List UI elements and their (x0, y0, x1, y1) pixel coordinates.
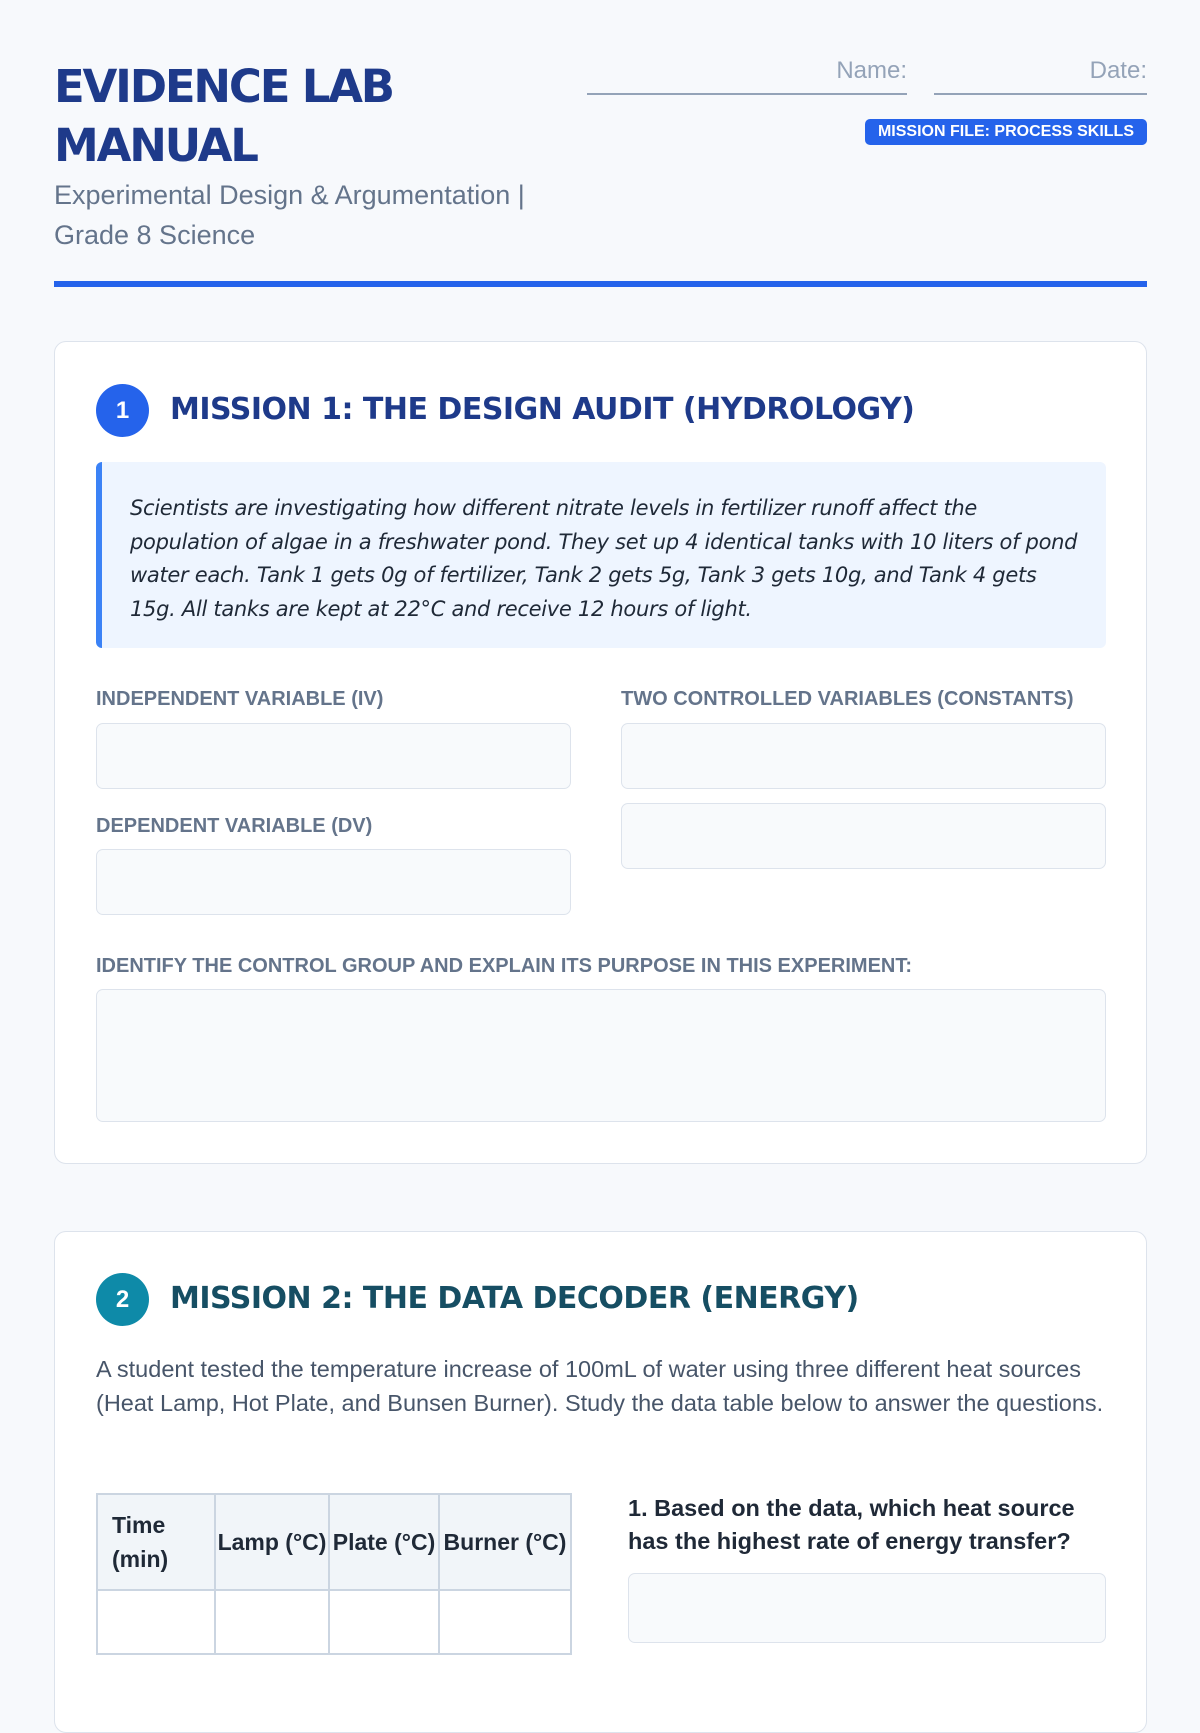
mission-2-card (54, 1231, 1147, 1733)
control-group-input[interactable] (96, 989, 1106, 1122)
page-subtitle: Experimental Design & Argumentation | Grade 8 Science (54, 180, 525, 250)
dependent-variable-label: DEPENDENT VARIABLE (DV) (96, 815, 373, 837)
mission-2-number-badge: 2 (96, 1273, 149, 1326)
mission-2-intro: A student tested the temperature increase of 100mL of water using three different heat sources (Heat Lamp, Hot Plate, and Bunsen Burner). Study the data table below to answer the questions. (96, 1356, 1104, 1416)
controlled-variable-2-input[interactable] (621, 803, 1106, 869)
date-label: Date: (1089, 57, 1147, 84)
date-field[interactable] (934, 55, 1147, 95)
mission-1-number-badge: 1 (96, 384, 149, 437)
table-header-plate: Plate (°C) (329, 1494, 439, 1590)
controlled-variables-label: TWO CONTROLLED VARIABLES (CONSTANTS) (621, 688, 1074, 710)
mission-file-badge: MISSION FILE: PROCESS SKILLS (865, 119, 1147, 145)
controlled-variable-1-input[interactable] (621, 723, 1106, 789)
question-1-answer-input[interactable] (628, 1573, 1106, 1643)
page-title: EVIDENCE LAB MANUAL (54, 60, 393, 172)
independent-variable-label: INDEPENDENT VARIABLE (IV) (96, 688, 384, 710)
table-header-lamp: Lamp (°C) (215, 1494, 329, 1590)
mission-2-title: MISSION 2: THE DATA DECODER (ENERGY) (170, 1281, 859, 1316)
name-label: Name: (836, 57, 907, 84)
control-group-label: IDENTIFY THE CONTROL GROUP AND EXPLAIN ITS PURPOSE IN THIS EXPERIMENT: (96, 955, 913, 977)
temperature-data-table (96, 1493, 572, 1655)
dependent-variable-input[interactable] (96, 849, 571, 915)
mission-1-title: MISSION 1: THE DESIGN AUDIT (HYDROLOGY) (170, 392, 915, 427)
lab-manual-page (54, 0, 1147, 1572)
page-header (54, 0, 1147, 287)
table-header-time: Time (min) (97, 1494, 215, 1590)
name-field[interactable] (587, 55, 907, 95)
table-header-burner: Burner (°C) (439, 1494, 571, 1590)
mission-1-card (54, 341, 1147, 1164)
table-header-row (97, 1494, 571, 1590)
header-divider (54, 281, 1147, 287)
independent-variable-input[interactable] (96, 723, 571, 789)
mission-1-scenario: Scientists are investigating how different nitrate levels in fertilizer runoff affect the population of algae in a freshwater pond. They set up 4 identical tanks with 10 liters of pond water each. Tank 1 gets 0g of fertilizer, Tank 2 gets 5g, Tank 3 gets 10g, and Tank 4 gets 15g. All tanks are kept at 22°C and receive 12 hours of light. (96, 462, 1106, 648)
question-1-text: 1. Based on the data, which heat source has the highest rate of energy transfer? (628, 1495, 1075, 1554)
